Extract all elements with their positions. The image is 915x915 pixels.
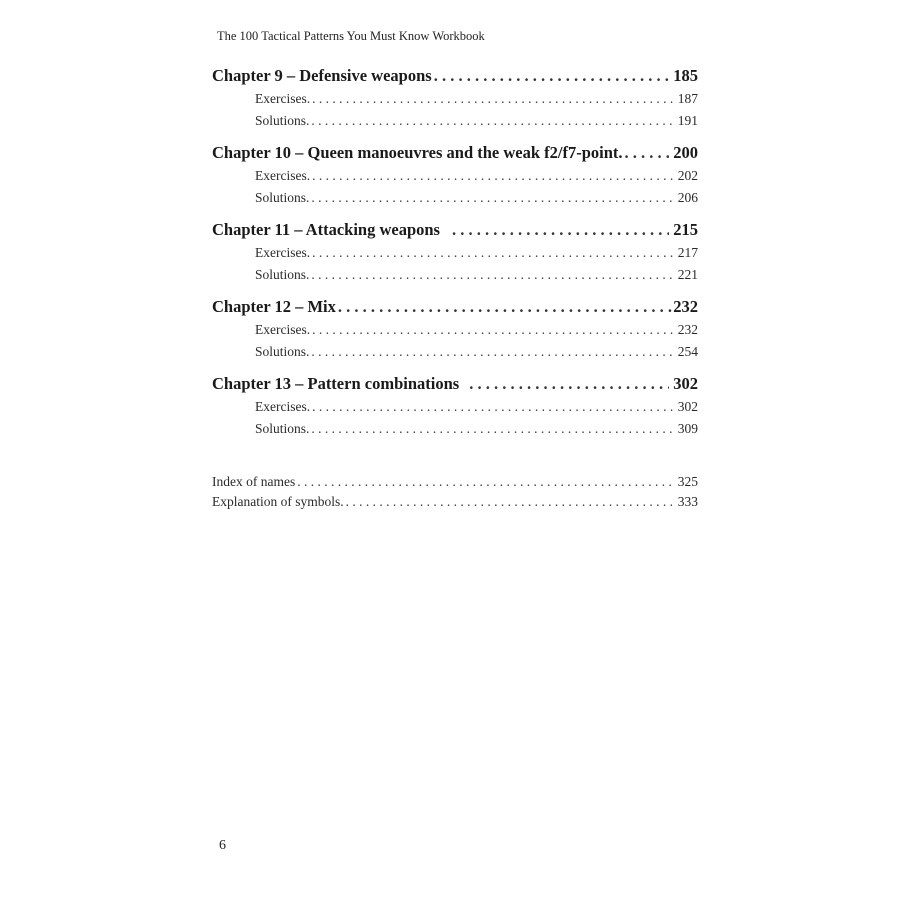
dot-leader [311, 187, 673, 209]
dot-leader [346, 492, 674, 512]
toc-chapter-11 [212, 218, 698, 286]
toc-section-entry[interactable] [212, 418, 698, 440]
dot-leader [434, 64, 670, 88]
chapter-page: 200 [673, 143, 698, 162]
chapter-page: 302 [673, 374, 698, 393]
dot-leader [297, 472, 674, 492]
section-label: Exercises. [255, 91, 311, 106]
toc-chapter-entry[interactable] [212, 141, 698, 165]
dot-leader [625, 141, 670, 165]
dot-leader [452, 218, 669, 242]
running-head: The 100 Tactical Patterns You Must Know Workbook [217, 29, 485, 43]
entry-label: Index of names [212, 474, 296, 489]
toc-section-entry[interactable] [212, 319, 698, 341]
toc-index-entry[interactable] [212, 472, 698, 492]
section-page: 254 [677, 344, 698, 359]
dot-leader [312, 88, 674, 110]
chapter-page: 185 [673, 66, 698, 85]
section-page: 202 [677, 168, 698, 183]
toc-chapter-entry[interactable] [212, 64, 698, 88]
section-label: Solutions. [255, 190, 310, 205]
section-page: 206 [677, 190, 698, 205]
toc-chapter-entry[interactable] [212, 218, 698, 242]
chapter-title: Chapter 9 – Defensive weapons [212, 66, 432, 85]
dot-leader [311, 418, 673, 440]
chapter-title: Chapter 12 – Mix [212, 297, 336, 316]
section-page: 221 [677, 267, 698, 282]
chapter-page: 232 [673, 297, 698, 316]
toc-symbols-entry[interactable] [212, 492, 698, 512]
toc-section-entry[interactable] [212, 88, 698, 110]
toc-back-matter [212, 472, 698, 511]
dot-leader [311, 264, 673, 286]
dot-leader [311, 110, 673, 132]
toc-section-entry[interactable] [212, 341, 698, 363]
section-label: Solutions. [255, 421, 310, 436]
dot-leader [312, 165, 674, 187]
toc-chapter-entry[interactable] [212, 295, 698, 319]
table-of-contents [212, 64, 698, 449]
page-number: 6 [219, 838, 226, 853]
chapter-title: Chapter 13 – Pattern combinations [212, 374, 460, 393]
toc-chapter-12 [212, 295, 698, 363]
toc-section-entry[interactable] [212, 110, 698, 132]
section-page: 232 [677, 322, 698, 337]
section-label: Solutions. [255, 113, 310, 128]
section-page: 191 [677, 113, 698, 128]
toc-chapter-entry[interactable] [212, 372, 698, 396]
section-page: 302 [677, 399, 698, 414]
section-label: Solutions. [255, 344, 310, 359]
entry-page: 333 [677, 493, 698, 509]
entry-page: 325 [677, 474, 698, 489]
chapter-title: Chapter 10 – Queen manoeuvres and the weak f2/f7-point. [212, 143, 623, 162]
section-label: Exercises. [255, 245, 311, 260]
toc-section-entry[interactable] [212, 396, 698, 418]
dot-leader [311, 341, 673, 363]
section-label: Solutions. [255, 267, 310, 282]
section-page: 217 [677, 245, 698, 260]
toc-chapter-13 [212, 372, 698, 440]
toc-chapter-10 [212, 141, 698, 209]
toc-section-entry[interactable] [212, 242, 698, 264]
entry-label: Explanation of symbols. [212, 493, 344, 509]
dot-leader [338, 295, 673, 319]
dot-leader [312, 319, 674, 341]
toc-section-entry[interactable] [212, 187, 698, 209]
chapter-title: Chapter 11 – Attacking weapons [212, 220, 440, 239]
dot-leader [312, 242, 674, 264]
toc-section-entry[interactable] [212, 264, 698, 286]
chapter-page: 215 [673, 220, 698, 239]
toc-section-entry[interactable] [212, 165, 698, 187]
section-page: 187 [677, 91, 698, 106]
section-page: 309 [677, 421, 698, 436]
section-label: Exercises. [255, 322, 311, 337]
dot-leader [469, 372, 669, 396]
section-label: Exercises. [255, 399, 311, 414]
section-label: Exercises. [255, 168, 311, 183]
dot-leader [312, 396, 674, 418]
toc-chapter-9 [212, 64, 698, 132]
